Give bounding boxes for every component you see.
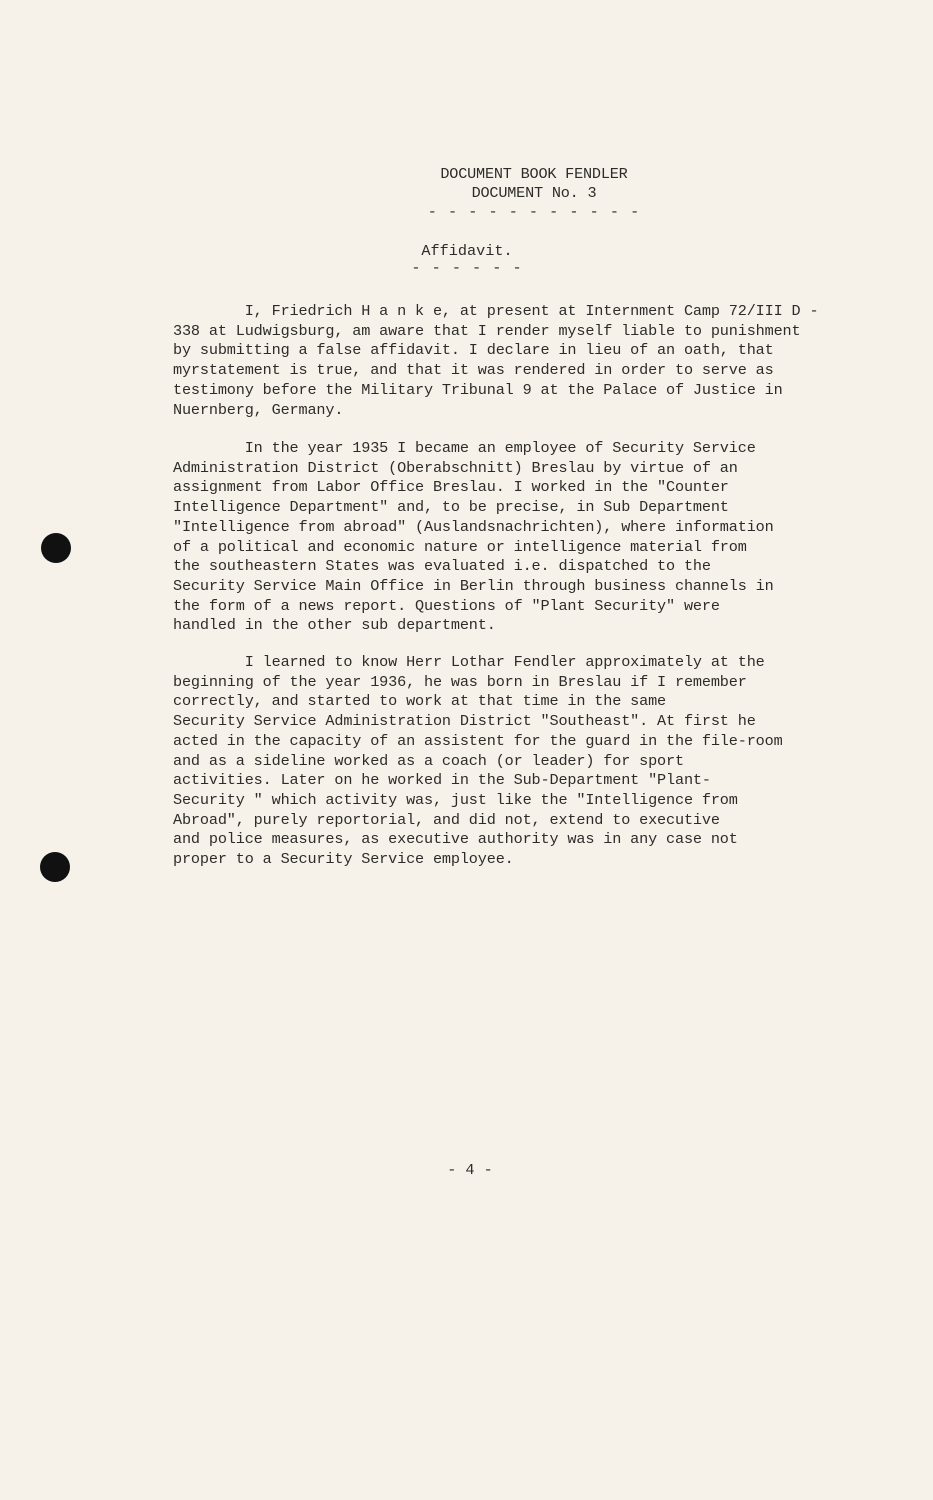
- text-line: "Intelligence from abroad" (Auslandsnachrichten), where information: [173, 517, 774, 536]
- text-line: the form of a news report. Questions of "Plant Security" were: [173, 596, 720, 615]
- title-rule: - - - - - -: [411, 259, 523, 277]
- text-line: Administration District (Oberabschnitt) Breslau by virtue of an: [173, 458, 738, 477]
- document-header: [424, 165, 644, 220]
- page-number: - 4 -: [447, 1161, 493, 1179]
- text-line: of a political and economic nature or intelligence material from: [173, 537, 747, 556]
- text-line: and police measures, as executive authority was in any case not: [173, 830, 738, 849]
- text-line: the southeastern States was evaluated i.e. dispatched to the: [173, 557, 711, 576]
- text-line: Security " which activity was, just like the "Intelligence from: [173, 790, 738, 809]
- text-line: and as a sideline worked as a coach (or leader) for sport: [173, 751, 684, 770]
- text-line: beginning of the year 1936, he was born in Breslau if I remember: [173, 672, 747, 691]
- text-line: I learned to know Herr Lothar Fendler approximately at the: [173, 653, 765, 671]
- text-line: I, Friedrich H a n k e, at present at Internment Camp 72/III D -: [173, 302, 819, 320]
- text-line: 338 at Ludwigsburg, am aware that I render myself liable to punishment: [173, 321, 801, 340]
- text-line: handled in the other sub department.: [173, 616, 496, 635]
- text-line: correctly, and started to work at that time in the same: [173, 692, 667, 711]
- text-line: Abroad", purely reportorial, and did not, extend to executive: [173, 810, 720, 829]
- text-line: myrstatement is true, and that it was rendered in order to serve as: [173, 361, 774, 380]
- text-line: Intelligence Department" and, to be precise, in Sub Department: [173, 498, 729, 517]
- affidavit-heading: [402, 242, 532, 275]
- text-line: In the year 1935 I became an employee of Security Service: [173, 439, 756, 457]
- document-book-title: DOCUMENT BOOK FENDLER: [440, 165, 628, 183]
- text-line: Security Service Administration District "Southeast". At first he: [173, 712, 756, 731]
- text-line: Security Service Main Office in Berlin through business channels in: [173, 576, 774, 595]
- paragraph-employment: [173, 439, 853, 636]
- document-number: DOCUMENT No. 3: [471, 184, 597, 202]
- text-line: proper to a Security Service employee.: [173, 850, 514, 869]
- punch-hole-top: [41, 533, 71, 563]
- text-line: testimony before the Military Tribunal 9 at the Palace of Justice in: [173, 380, 783, 399]
- punch-hole-bottom: [40, 852, 70, 882]
- text-line: Nuernberg, Germany.: [173, 400, 344, 419]
- text-line: assignment from Labor Office Breslau. I worked in the "Counter: [173, 478, 729, 497]
- paragraph-declaration: [173, 302, 853, 420]
- affidavit-title: Affidavit.: [421, 242, 513, 260]
- header-rule: - - - - - - - - - - -: [427, 203, 641, 221]
- text-line: activities. Later on he worked in the Sub-Department "Plant-: [173, 771, 711, 790]
- text-line: by submitting a false affidavit. I declare in lieu of an oath, that: [173, 341, 774, 360]
- paragraph-fendler: [173, 653, 853, 870]
- text-line: acted in the capacity of an assistent for the guard in the file-room: [173, 731, 783, 750]
